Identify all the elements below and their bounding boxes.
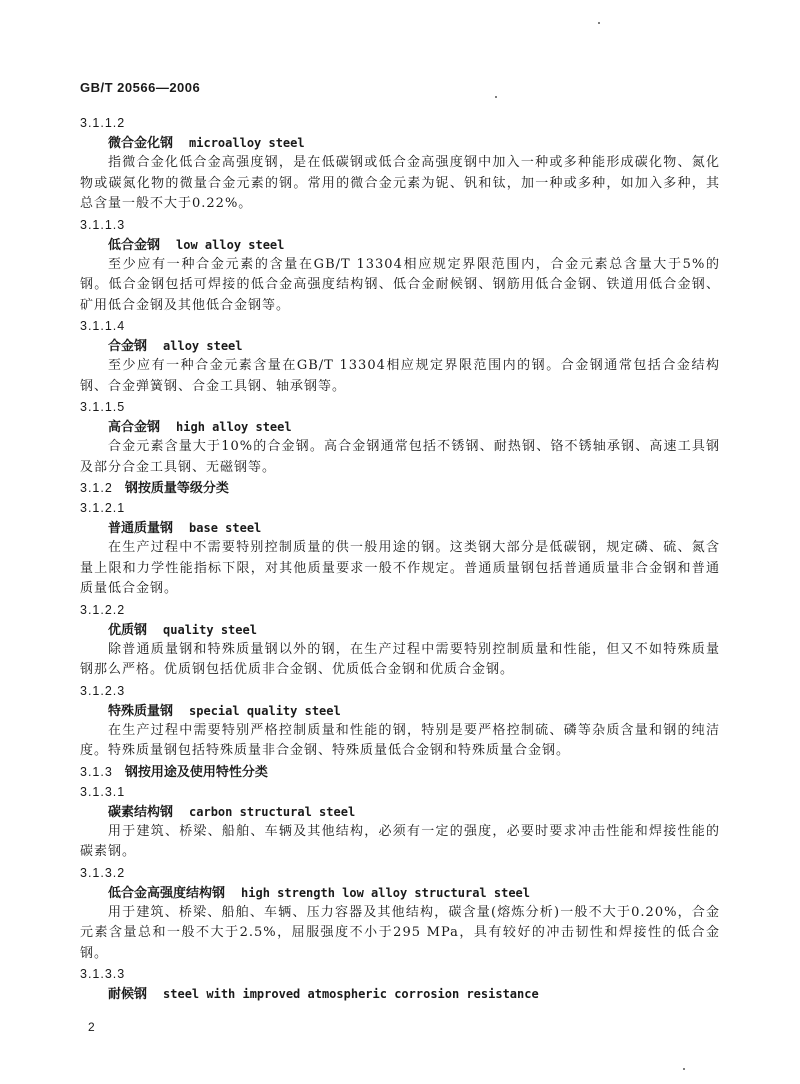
- term-definition: 在生产过程中不需要特别控制质量的供一般用途的钢。这类钢大部分是低碳钢，规定磷、硫、氮含量上限和力学性能指标下限，对其他质量要求一般不作规定。普通质量钢包括普通质量非合金钢和普通质量低合金钢。: [80, 540, 720, 596]
- section-heading: [80, 762, 720, 782]
- clause-number: 3.1.2.2: [80, 602, 126, 617]
- term-heading: [80, 701, 720, 721]
- term-heading: [80, 620, 720, 640]
- term-cn: 碳素结构钢: [108, 804, 174, 820]
- scan-speck: [495, 96, 497, 98]
- term-en: high strength low alloy structural steel: [241, 885, 530, 900]
- term-heading: [80, 984, 720, 1004]
- section-heading: [80, 478, 720, 498]
- term-cn: 耐候钢: [108, 987, 148, 1002]
- term-heading: [80, 883, 720, 903]
- term-heading: [80, 235, 720, 255]
- clause-number: 3.1.2.1: [80, 501, 126, 515]
- term-en: quality steel: [163, 622, 257, 637]
- term-en: base steel: [189, 521, 262, 535]
- term-definition: 在生产过程中需要特别严格控制质量和性能的钢，特别是要严格控制硫、磷等杂质含量和钢的纯洁度。特殊质量钢包括特殊质量非合金钢、特殊质量低合金钢和特殊质量合金钢。: [80, 722, 720, 758]
- standard-code: GB/T 20566—2006: [80, 80, 201, 95]
- clause-number: 3.1.1.3: [80, 217, 126, 232]
- term-definition: 指微合金化低合金高强度钢，是在低碳钢或低合金高强度钢中加入一种或多种能形成碳化物、氮化物或碳氮化物的微量合金元素的钢。常用的微合金元素为铌、钒和钛，加一种或多种，如加入多种，其总含量一般不大于0.22%。: [80, 155, 720, 211]
- section-number: 3.1.2: [80, 481, 113, 495]
- term-cn: 微合金化钢: [108, 136, 174, 151]
- clause-number: 3.1.3.3: [80, 967, 126, 981]
- term-en: steel with improved atmospheric corrosion resistance: [163, 987, 539, 1001]
- term-en: alloy steel: [163, 339, 243, 353]
- term-cn: 低合金钢: [108, 237, 161, 253]
- scan-speck: [598, 22, 600, 24]
- term-en: carbon structural steel: [189, 804, 356, 819]
- term-definition: 合金元素含量大于10%的合金钢。高合金钢通常包括不锈钢、耐热钢、铬不锈轴承钢、高速工具钢及部分合金工具钢、无磁钢等。: [80, 439, 720, 475]
- clause-number: 3.1.3.1: [80, 784, 126, 799]
- term-en: high alloy steel: [176, 420, 292, 434]
- clause-number: 3.1.1.5: [80, 400, 126, 414]
- content-body: [80, 113, 720, 1004]
- term-definition: 用于建筑、桥梁、船舶、车辆、压力容器及其他结构，碳含量(熔炼分析)一般不大于0.20%，合金元素含量总和一般不大于2.5%，屈服强度不小于295 MPa，具有较好的冲击韧性和焊接性的低合金钢。: [80, 904, 720, 961]
- section-number: 3.1.3: [80, 764, 113, 779]
- term-heading: [80, 518, 720, 538]
- clause-number: 3.1.1.4: [80, 319, 126, 333]
- term-heading: [80, 417, 720, 437]
- term-heading: [80, 133, 720, 153]
- section-title: 钢按质量等级分类: [124, 481, 229, 496]
- clause-number: 3.1.3.2: [80, 865, 126, 880]
- clause-number: 3.1.1.2: [80, 116, 126, 130]
- clause-number: 3.1.2.3: [80, 683, 126, 698]
- term-definition: 除普通质量钢和特殊质量钢以外的钢，在生产过程中需要特别控制质量和性能，但又不如特殊质量钢那么严格。优质钢包括优质非合金钢、优质低合金钢和优质合金钢。: [80, 641, 720, 677]
- term-cn: 低合金高强度结构钢: [108, 885, 226, 901]
- term-definition: 至少应有一种合金元素含量在GB/T 13304相应规定界限范围内的钢。合金钢通常包括合金结构钢、合金弹簧钢、合金工具钢、轴承钢等。: [80, 358, 720, 394]
- page-number: 2: [88, 1020, 95, 1034]
- term-definition: 至少应有一种合金元素的含量在GB/T 13304相应规定界限范围内，合金元素总含量大于5%的钢。低合金钢包括可焊接的低合金高强度结构钢、低合金耐候钢、钢筋用低合金钢、铁道用低合金钢、矿用低合金钢及其他低合金钢等。: [80, 256, 720, 313]
- term-heading: [80, 802, 720, 822]
- term-definition: 用于建筑、桥梁、船舶、车辆及其他结构，必须有一定的强度，必要时要求冲击性能和焊接性能的碳素钢。: [80, 823, 720, 859]
- term-cn: 优质钢: [108, 622, 148, 638]
- term-cn: 高合金钢: [108, 420, 161, 435]
- term-heading: [80, 336, 720, 356]
- scan-speck: [683, 1068, 685, 1070]
- term-cn: 普通质量钢: [108, 521, 174, 536]
- section-title: 钢按用途及使用特性分类: [124, 764, 268, 780]
- term-en: special quality steel: [189, 703, 341, 718]
- term-cn: 特殊质量钢: [108, 703, 174, 719]
- term-en: low alloy steel: [176, 237, 285, 252]
- term-cn: 合金钢: [108, 339, 148, 354]
- term-en: microalloy steel: [189, 136, 305, 150]
